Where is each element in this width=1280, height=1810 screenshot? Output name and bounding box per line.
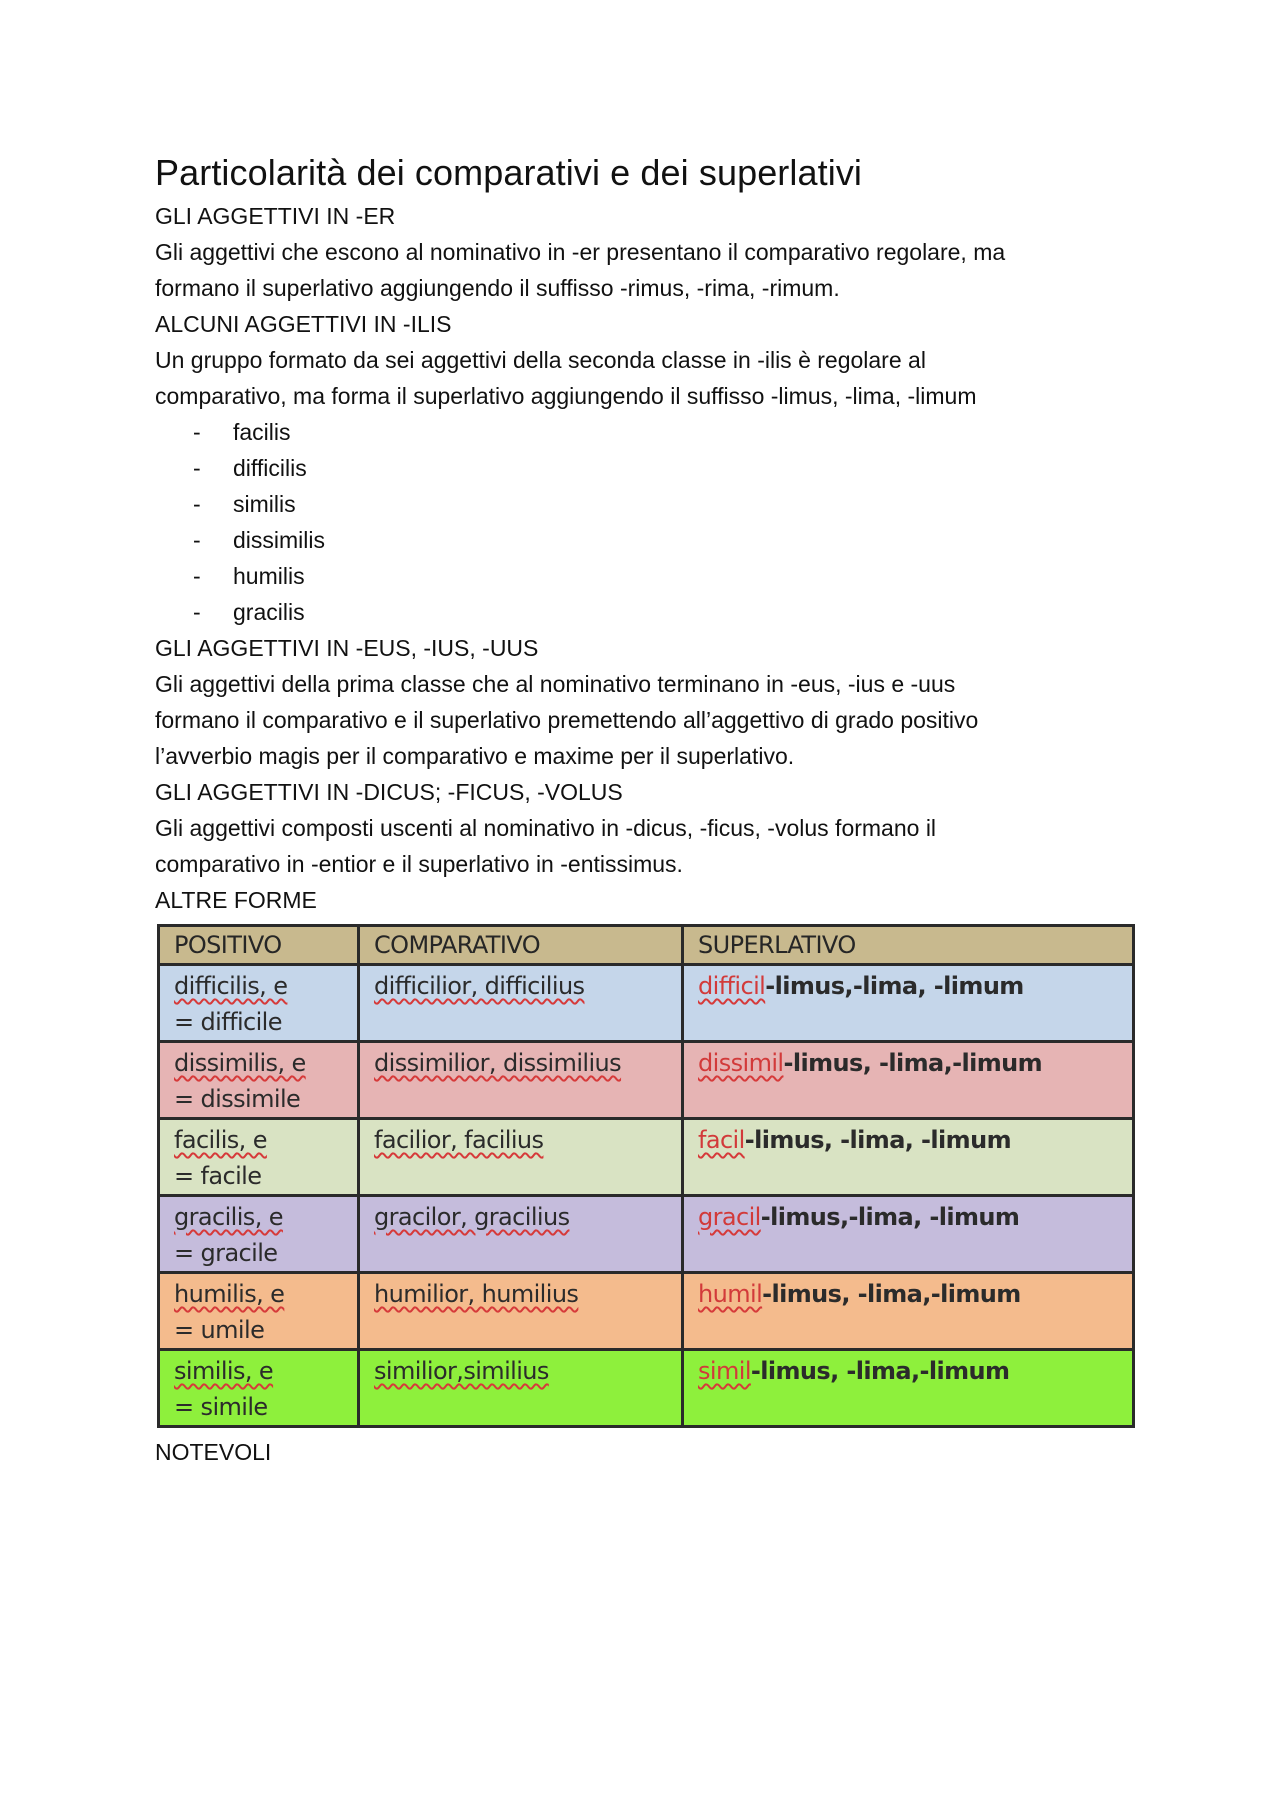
paragraph-line: Gli aggettivi della prima classe che al nominativo terminano in -eus, -ius e -uus: [155, 671, 956, 697]
positive-meaning: = facile: [174, 1162, 262, 1190]
comparative-form: gracilor, gracilius: [374, 1203, 570, 1231]
forms-table: [157, 924, 1135, 1428]
table-row: [159, 1196, 1134, 1273]
comparative-cell: [359, 1042, 683, 1119]
comparative-cell: [359, 1273, 683, 1350]
positive-form: humilis, e: [174, 1280, 285, 1308]
list-item-text: similis: [233, 491, 296, 517]
superlative-cell: [683, 1196, 1134, 1273]
superlative-suffix: -limus, -lima,-limum: [762, 1280, 1021, 1308]
table-header-row: [159, 926, 1134, 965]
superlative-stem: humil: [698, 1280, 763, 1308]
bullet-dash: -: [193, 455, 201, 481]
positive-cell: [159, 1196, 359, 1273]
superlative-suffix: -limus, -lima,-limum: [783, 1049, 1043, 1077]
comparative-cell: [359, 1119, 683, 1196]
paragraph-line: comparativo, ma forma il superlativo aggiungendo il suffisso -limus, -lima, -limum: [155, 383, 977, 409]
list-item-text: humilis: [233, 563, 305, 589]
paragraph-line: Gli aggettivi composti uscenti al nominativo in -dicus, -ficus, -volus formano il: [155, 815, 937, 841]
paragraph-line: Gli aggettivi che escono al nominativo in -er presentano il comparativo regolare, ma: [155, 239, 1006, 265]
paragraph-line: Un gruppo formato da sei aggettivi della seconda classe in -ilis è regolare al: [155, 347, 926, 373]
list-item: [155, 558, 1145, 594]
comparative-form: dissimilior, dissimilius: [374, 1049, 622, 1077]
table-row: [159, 1042, 1134, 1119]
list-item: [155, 414, 1145, 450]
adjective-list: [155, 414, 1145, 630]
list-item: [155, 450, 1145, 486]
section-heading-ilis: ALCUNI AGGETTIVI IN -ILIS: [155, 311, 452, 337]
positive-cell: [159, 1042, 359, 1119]
superlative-stem: simil: [698, 1357, 751, 1385]
superlative-cell: [683, 1350, 1134, 1427]
column-header-superlativo: SUPERLATIVO: [683, 926, 1134, 965]
superlative-cell: [683, 1042, 1134, 1119]
superlative-suffix: -limus,-lima, -limum: [760, 1203, 1020, 1231]
bullet-dash: -: [193, 419, 201, 445]
comparative-cell: [359, 1196, 683, 1273]
superlative-cell: [683, 1119, 1134, 1196]
table-row: [159, 1119, 1134, 1196]
superlative-cell: [683, 1273, 1134, 1350]
forms-table-image: [157, 924, 1132, 1428]
positive-meaning: = umile: [174, 1316, 265, 1344]
superlative-suffix: -limus, -lima,-limum: [750, 1357, 1010, 1385]
comparative-cell: [359, 965, 683, 1042]
section-heading-dicus: GLI AGGETTIVI IN -DICUS; -FICUS, -VOLUS: [155, 779, 623, 805]
section-heading-notevoli: NOTEVOLI: [155, 1439, 272, 1465]
paragraph-line: l’avverbio magis per il comparativo e maxime per il superlativo.: [155, 743, 795, 769]
superlative-stem: gracil: [698, 1203, 761, 1231]
superlative-stem: facil: [698, 1126, 745, 1154]
column-header-positivo: POSITIVO: [159, 926, 359, 965]
positive-form: difficilis, e: [174, 972, 288, 1000]
superlative-stem: difficil: [698, 972, 766, 1000]
paragraph-line: formano il superlativo aggiungendo il suffisso -rimus, -rima, -rimum.: [155, 275, 840, 301]
list-item-text: gracilis: [233, 599, 305, 625]
positive-form: gracilis, e: [174, 1203, 283, 1231]
comparative-form: facilior, facilius: [374, 1126, 544, 1154]
comparative-form: humilior, humilius: [374, 1280, 579, 1308]
positive-cell: [159, 1350, 359, 1427]
bullet-dash: -: [193, 599, 201, 625]
section-heading-er: GLI AGGETTIVI IN -ER: [155, 203, 396, 229]
positive-form: facilis, e: [174, 1126, 267, 1154]
section-heading-eus: GLI AGGETTIVI IN -EUS, -IUS, -UUS: [155, 635, 539, 661]
paragraph-line: comparativo in -entior e il superlativo in -entissimus.: [155, 851, 683, 877]
table-row: [159, 1350, 1134, 1427]
list-item-text: difficilis: [233, 455, 307, 481]
table-row: [159, 1273, 1134, 1350]
positive-meaning: = gracile: [174, 1239, 278, 1267]
list-item-text: dissimilis: [233, 527, 325, 553]
superlative-suffix: -limus,-lima, -limum: [765, 972, 1024, 1000]
superlative-cell: [683, 965, 1134, 1042]
list-item: [155, 594, 1145, 630]
paragraph-line: formano il comparativo e il superlativo premettendo all’aggettivo di grado positivo: [155, 707, 979, 733]
positive-meaning: = difficile: [174, 1008, 282, 1036]
positive-cell: [159, 1119, 359, 1196]
list-item: [155, 486, 1145, 522]
column-header-comparativo: COMPARATIVO: [359, 926, 683, 965]
comparative-form: similior,similius: [374, 1357, 549, 1385]
positive-cell: [159, 965, 359, 1042]
list-item: [155, 522, 1145, 558]
document-page: [155, 150, 1145, 1470]
bullet-dash: -: [193, 491, 201, 517]
page-title: Particolarità dei comparativi e dei superlativi: [155, 152, 863, 193]
table-row: [159, 965, 1134, 1042]
superlative-suffix: -limus, -lima, -limum: [744, 1126, 1011, 1154]
positive-meaning: = dissimile: [174, 1085, 301, 1113]
positive-form: similis, e: [174, 1357, 274, 1385]
superlative-stem: dissimil: [698, 1049, 784, 1077]
positive-form: dissimilis, e: [174, 1049, 306, 1077]
bullet-dash: -: [193, 527, 201, 553]
positive-meaning: = simile: [174, 1393, 268, 1421]
comparative-cell: [359, 1350, 683, 1427]
list-item-text: facilis: [233, 419, 291, 445]
bullet-dash: -: [193, 563, 201, 589]
positive-cell: [159, 1273, 359, 1350]
section-heading-altre-forme: ALTRE FORME: [155, 887, 317, 913]
comparative-form: difficilior, difficilius: [374, 972, 585, 1000]
